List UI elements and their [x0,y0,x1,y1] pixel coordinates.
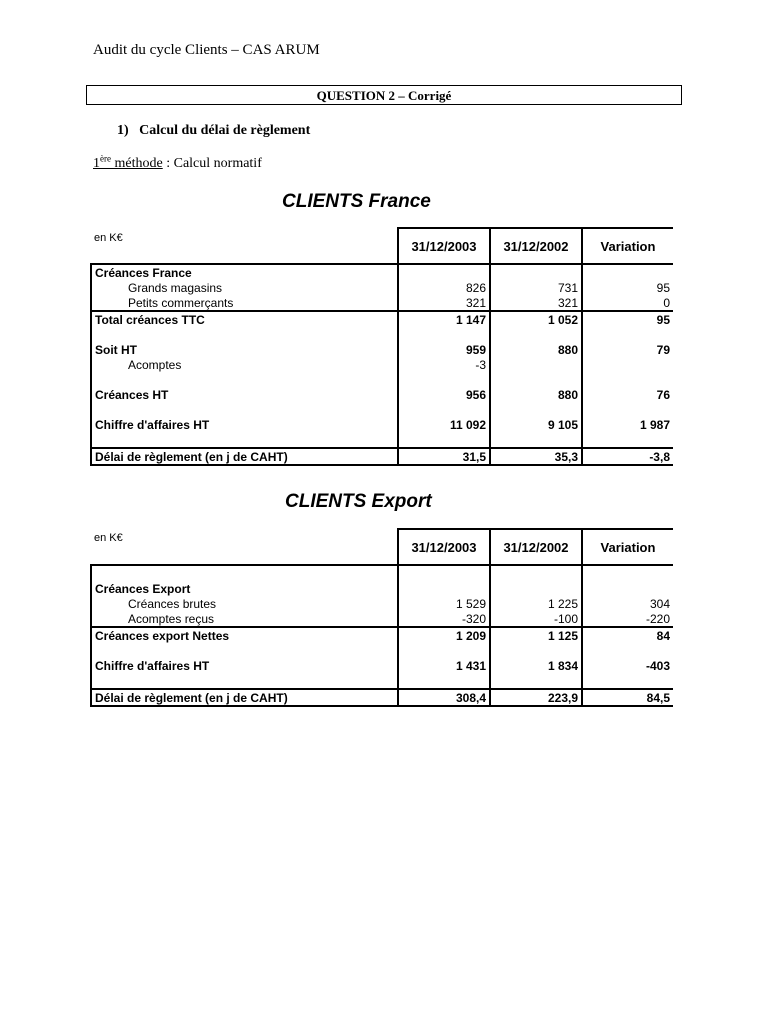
cell-value: 9 105 [490,417,582,432]
row-label: Créances brutes [91,596,398,611]
export-header-row [91,529,673,565]
cell-value: 1 209 [398,627,490,643]
table-row [91,596,673,611]
table-row [91,658,673,673]
france-table-title: CLIENTS France [282,191,431,212]
row-label: Créances Export [91,581,398,596]
question-title-box: QUESTION 2 – Corrigé [86,85,682,105]
row-label: Créances HT [91,387,398,402]
cell-value: 11 092 [398,417,490,432]
france-table [90,227,673,466]
cell-value: 880 [490,387,582,402]
france-col-2003: 31/12/2003 [398,228,490,264]
cell-value: 321 [490,295,582,311]
export-header-blank [91,529,398,565]
cell-value: 76 [582,387,673,402]
cell-value: -403 [582,658,673,673]
table-row [91,357,673,372]
france-unit-label: en K€ [94,232,123,244]
cell-value: 1 052 [490,311,582,327]
table-row [91,417,673,432]
cell-value: -3 [398,357,490,372]
cell-value: 0 [582,295,673,311]
cell-value: 308,4 [398,689,490,706]
table-row [91,581,673,596]
export-unit-label: en K€ [94,532,123,544]
cell-value: 95 [582,280,673,295]
cell-value: -3,8 [582,448,673,465]
cell-value: -320 [398,611,490,627]
cell-value: 35,3 [490,448,582,465]
cell-value: 826 [398,280,490,295]
table-row [91,611,673,627]
document-header: Audit du cycle Clients – CAS ARUM [93,42,320,58]
row-label: Créances export Nettes [91,627,398,643]
export-col-2003: 31/12/2003 [398,529,490,565]
row-label: Acomptes [91,357,398,372]
method-word: méthode [111,156,163,171]
method-underlined [93,153,163,171]
export-col-2002: 31/12/2002 [490,529,582,565]
cell-value: 304 [582,596,673,611]
cell-value: 1 225 [490,596,582,611]
row-label: Soit HT [91,342,398,357]
cell-value: 321 [398,295,490,311]
table-row [91,342,673,357]
row-label: Délai de règlement (en j de CAHT) [91,689,398,706]
cell-value: -100 [490,611,582,627]
row-label: Petits commerçants [91,295,398,311]
cell-value: 956 [398,387,490,402]
method-rest: : Calcul normatif [162,156,262,171]
row-label: Créances France [91,264,398,280]
section-title: 1) Calcul du délai de règlement [117,123,311,138]
cell-value: 1 147 [398,311,490,327]
table-row [91,448,673,465]
table-row [91,627,673,643]
cell-value: -220 [582,611,673,627]
cell-value: 95 [582,311,673,327]
cell-value: 84 [582,627,673,643]
export-table-title: CLIENTS Export [285,491,432,512]
cell-value: 84,5 [582,689,673,706]
cell-value: 959 [398,342,490,357]
table-row [91,264,673,280]
cell-value: 1 834 [490,658,582,673]
row-label: Chiffre d'affaires HT [91,658,398,673]
cell-value: 731 [490,280,582,295]
table-row [91,311,673,327]
row-label: Acomptes reçus [91,611,398,627]
method-prefix: 1 [93,156,100,171]
cell-value: 79 [582,342,673,357]
france-col-2002: 31/12/2002 [490,228,582,264]
cell-value: 880 [490,342,582,357]
cell-value: 31,5 [398,448,490,465]
export-col-variation: Variation [582,529,673,565]
row-label: Chiffre d'affaires HT [91,417,398,432]
cell-value: 1 529 [398,596,490,611]
export-table [90,528,673,707]
table-row [91,280,673,295]
table-row [91,295,673,311]
row-label: Délai de règlement (en j de CAHT) [91,448,398,465]
method-line [93,153,262,172]
row-label: Total créances TTC [91,311,398,327]
france-header-blank [91,228,398,264]
france-header-row [91,228,673,264]
cell-value: 1 987 [582,417,673,432]
cell-value: 1 125 [490,627,582,643]
row-label: Grands magasins [91,280,398,295]
table-row [91,689,673,706]
france-col-variation: Variation [582,228,673,264]
method-superscript: ère [100,153,111,164]
cell-value: 223,9 [490,689,582,706]
cell-value: 1 431 [398,658,490,673]
table-row [91,387,673,402]
